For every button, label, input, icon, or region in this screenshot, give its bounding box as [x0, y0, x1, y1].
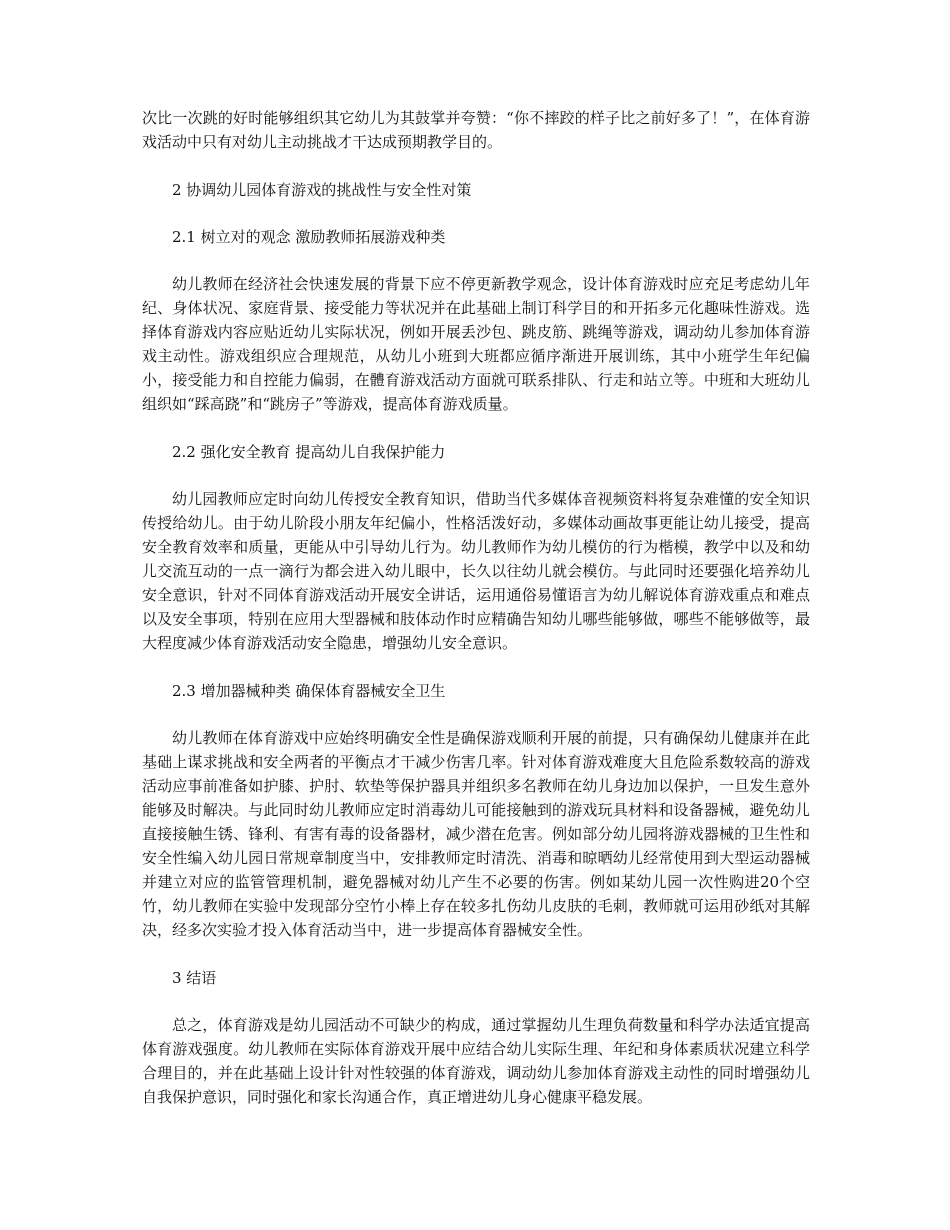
section-2-3-paragraph: 幼儿教师在体育游戏中应始终明确安全性是确保游戏顺利开展的前提，只有确保幼儿健康并在此基础上谋求挑战和安全两者的平衡点才干减少伤害几率。针对体育游戏难度大且危险系数较高的游戏活动应事前准备如护膝、护肘、软垫等保护器具并组织多名教师在幼儿身边加以保护，一旦发生意外能够及时解决。与此同时幼儿教师应定时消毒幼儿可能接触到的游戏玩具材料和设备器械，避免幼儿直接接触生锈、锋利、有害有毒的设备器材，减少潜在危害。例如部分幼儿园将游戏器械的卫生性和安全性编入幼儿园日常规章制度当中，安排教师定时清洗、消毒和晾晒幼儿经常使用到大型运动器械并建立对应的监管管理机制，避免器械对幼儿产生不必要的伤害。例如某幼儿园一次性购进20个空竹，幼儿教师在实验中发现部分空竹小棒上存在较多扎伤幼儿皮肤的毛刺，教师就可运用砂纸对其解决，经多次实验才投入体育活动当中，进一步提高体育器械安全性。: [142, 729, 810, 939]
section-2-2-paragraph: 幼儿园教师应定时向幼儿传授安全教育知识，借助当代多媒体音视频资料将复杂难懂的安全知识传授给幼儿。由于幼儿阶段小朋友年纪偏小，性格活泼好动，多媒体动画故事更能让幼儿接受，提高安全教育效率和质量，更能从中引导幼儿行为。幼儿教师作为幼儿模仿的行为楷模，教学中以及和幼儿交流互动的一点一滴行为都会进入幼儿眼中，长久以往幼儿就会模仿。与此同时还要强化培养幼儿安全意识，针对不同体育游戏活动开展安全讲话，运用通俗易懂语言为幼儿解说体育游戏重点和难点以及安全事项，特别在应用大型器械和肢体动作时应精确告知幼儿哪些能够做，哪些不能够做等，最大程度减少体育游戏活动安全隐患，增强幼儿安全意识。: [142, 490, 810, 652]
section-2-heading: 2 协调幼儿园体育游戏的挑战性与安全性对策: [172, 181, 472, 199]
continuation-paragraph: 次比一次跳的好时能够组织其它幼儿为其鼓掌并夸赞：“你不摔跤的样子比之前好多了！”，在体育游戏活动中只有对幼儿主动挑战才干达成预期教学目的。: [142, 109, 810, 151]
section-2-1-heading: 2.1 树立对的观念 激励教师拓展游戏种类: [172, 228, 446, 246]
section-2-1-paragraph: 幼儿教师在经济社会快速发展的背景下应不停更新教学观念，设计体育游戏时应充足考虑幼儿年纪、身体状况、家庭背景、接受能力等状况并在此基础上制订科学目的和开拓多元化趣味性游戏。选择体育游戏内容应贴近幼儿实际状况，例如开展丢沙包、跳皮筋、跳绳等游戏，调动幼儿参加体育游戏主动性。游戏组织应合理规范，从幼儿小班到大班都应循序渐进开展训练，其中小班学生年纪偏小，接受能力和自控能力偏弱，在體育游戏活动方面就可联系排队、行走和站立等。中班和大班幼儿组织如“踩高跷”和“跳房子”等游戏，提高体育游戏质量。: [142, 275, 810, 413]
section-2-3-heading: 2.3 增加器械种类 确保体育器械安全卫生: [172, 682, 446, 700]
section-3-paragraph: 总之，体育游戏是幼儿园活动不可缺少的构成，通过掌握幼儿生理负荷数量和科学办法适宜提高体育游戏强度。幼儿教师在实际体育游戏开展中应结合幼儿实际生理、年纪和身体素质状况建立科学合理目的，并在此基础上设计针对性较强的体育游戏，调动幼儿参加体育游戏主动性的同时增强幼儿自我保护意识，同时强化和家长沟通合作，真正增进幼儿身心健康平稳发展。: [142, 1016, 810, 1106]
section-2-2-heading: 2.2 强化安全教育 提高幼儿自我保护能力: [172, 443, 446, 461]
section-3-heading: 3 结语: [172, 969, 217, 987]
document-page: [142, 106, 810, 1133]
